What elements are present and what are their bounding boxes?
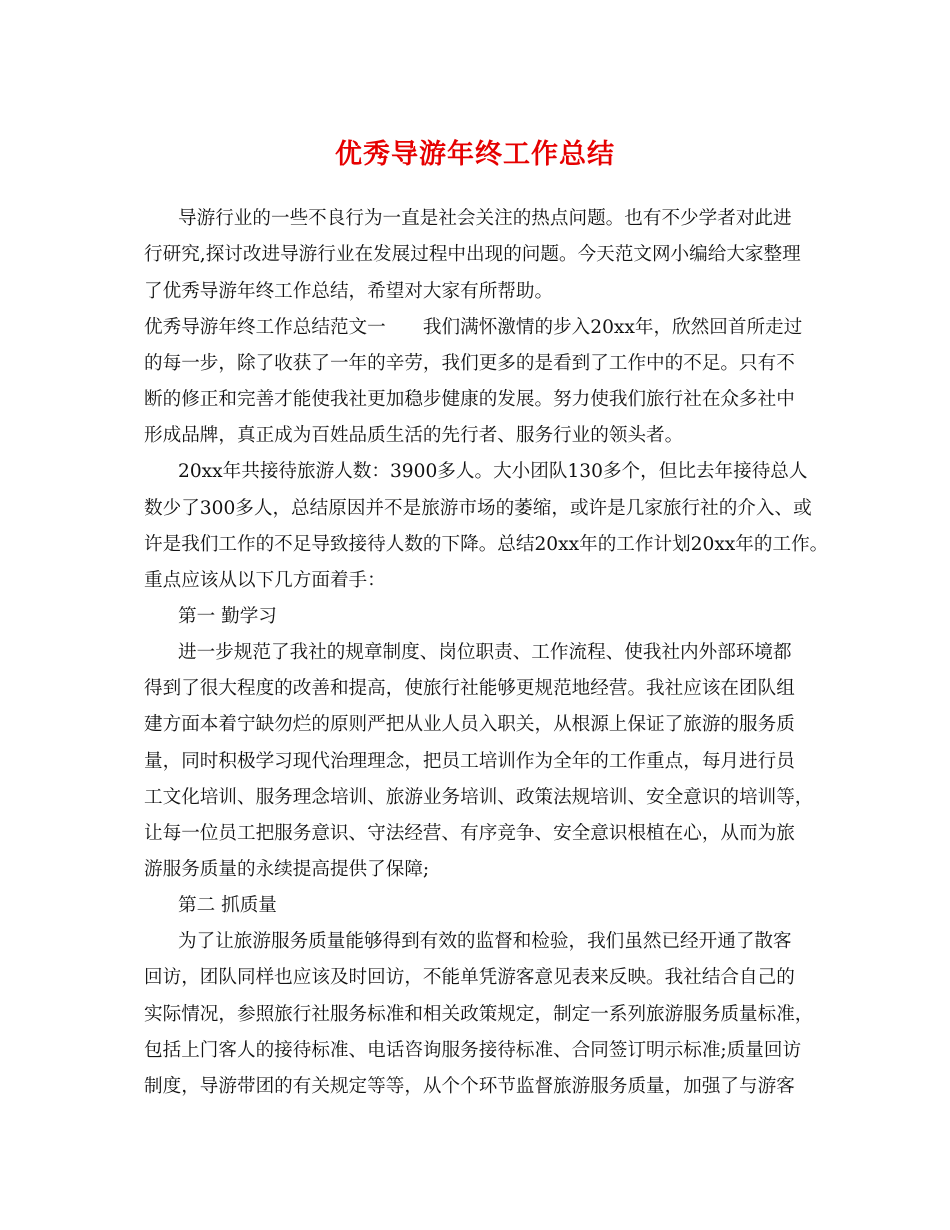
body-line: 回访，团队同样也应该及时回访，不能单凭游客意见表来反映。我社结合自己的 <box>144 967 795 988</box>
document-title: 优秀导游年终工作总结 <box>335 139 615 170</box>
body-line: 为了让旅游服务质量能够得到有效的监督和检验，我们虽然已经开通了散客 <box>178 931 792 952</box>
body-line: 让每一位员工把服务意识、守法经营、有序竞争、安全意识根植在心，从而为旅 <box>144 823 795 844</box>
body-line: 数少了300多人，总结原因并不是旅游市场的萎缩，或许是几家旅行社的介入、或 <box>144 498 812 519</box>
body-line: 优秀导游年终工作总结范文一 我们满怀激情的步入20xx年，欣然回首所走过 <box>144 317 803 338</box>
body-line: 导游行业的一些不良行为一直是社会关注的热点问题。也有不少学者对此进 <box>178 208 792 229</box>
body-line: 得到了很大程度的改善和提高，使旅行社能够更规范地经营。我社应该在团队组 <box>144 678 795 699</box>
body-line: 游服务质量的永续提高提供了保障; <box>144 859 430 880</box>
body-line: 包括上门客人的接待标准、电话咨询服务接待标准、合同签订明示标准;质量回访 <box>144 1040 802 1061</box>
body-line: 实际情况，参照旅行社服务标准和相关政策规定，制定一系列旅游服务质量标准， <box>144 1004 814 1025</box>
body-line: 制度，导游带团的有关规定等等，从个个环节监督旅游服务质量，加强了与游客 <box>144 1076 795 1097</box>
body-line: 20xx年共接待旅游人数：3900多人。大小团队130多个，但比去年接待总人 <box>178 461 808 482</box>
body-line: 重点应该从以下几方面着手： <box>144 570 386 591</box>
body-line: 了优秀导游年终工作总结，希望对大家有所帮助。 <box>144 281 554 302</box>
body-line: 工文化培训、服务理念培训、旅游业务培训、政策法规培训、安全意识的培训等， <box>144 787 814 808</box>
body-line: 的每一步，除了收获了一年的辛劳，我们更多的是看到了工作中的不足。只有不 <box>144 353 795 374</box>
body-line: 行研究,探讨改进导游行业在发展过程中出现的问题。今天范文网小编给大家整理 <box>144 244 801 265</box>
body-line: 许是我们工作的不足导致接待人数的下降。总结20xx年的工作计划20xx年的工作。 <box>144 534 829 555</box>
body-line: 进一步规范了我社的规章制度、岗位职责、工作流程、使我社内外部环境都 <box>178 642 792 663</box>
body-line: 形成品牌，真正成为百姓品质生活的先行者、服务行业的领头者。 <box>144 425 684 446</box>
body-line: 建方面本着宁缺勿烂的原则严把从业人员入职关，从根源上保证了旅游的服务质 <box>144 714 795 735</box>
section-heading: 第一 勤学习 <box>178 606 277 627</box>
section-heading: 第二 抓质量 <box>178 895 277 916</box>
body-line: 断的修正和完善才能使我社更加稳步健康的发展。努力使我们旅行社在众多社中 <box>144 389 795 410</box>
body-line: 量，同时积极学习现代治理理念，把员工培训作为全年的工作重点，每月进行员 <box>144 751 795 772</box>
